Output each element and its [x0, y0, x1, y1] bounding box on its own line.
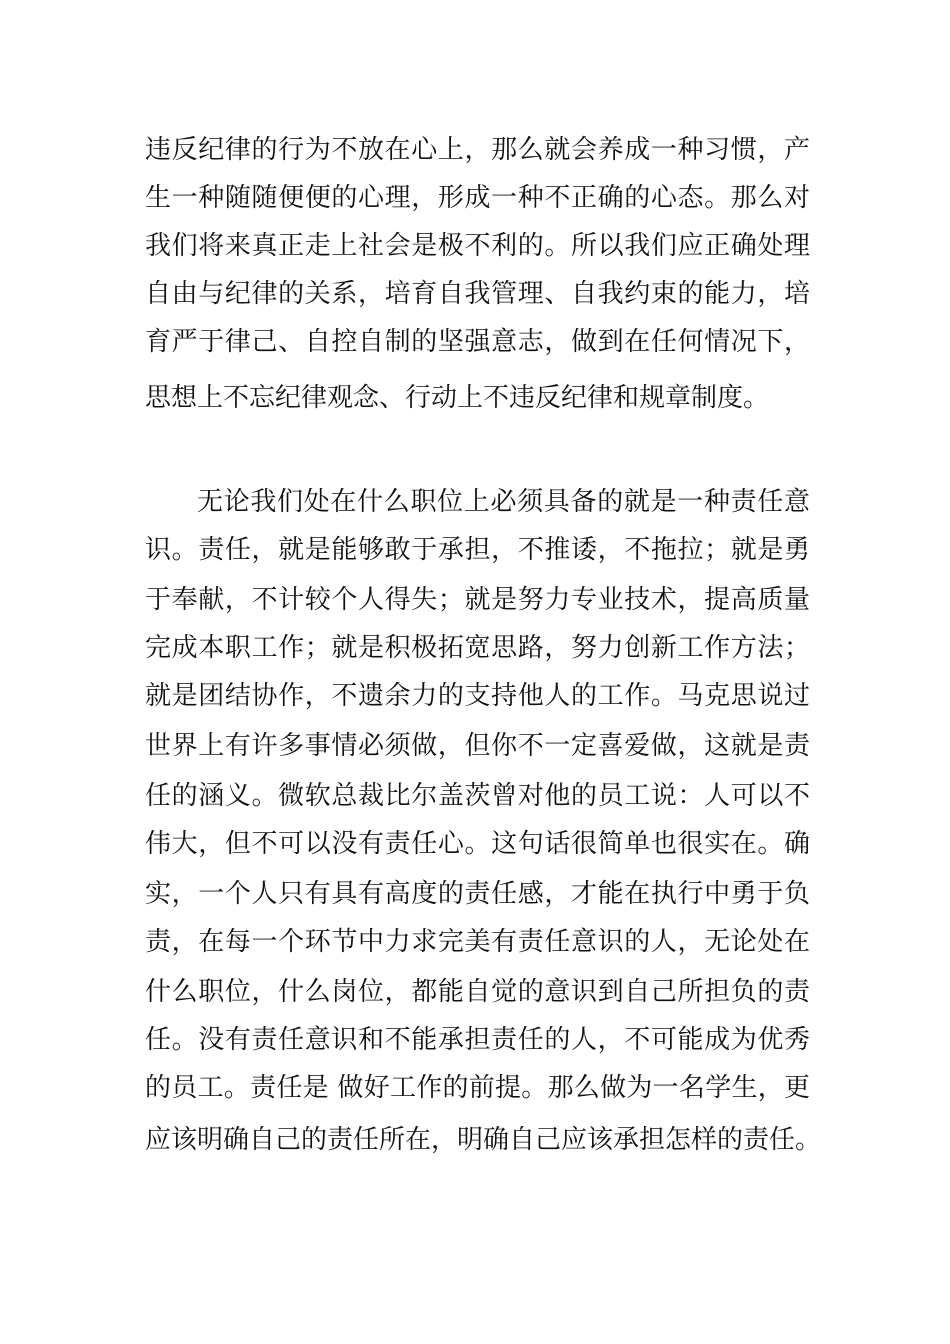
- text-line: 育严于律己、自控自制的坚强意志，做到在任何情况下，: [145, 327, 810, 357]
- text-line: 实，一个人只有具有高度的责任感，才能在执行中勇于负: [145, 879, 810, 909]
- text-line: 思想上不忘纪律观念、行动上不违反纪律和规章制度。: [145, 383, 770, 413]
- text-line: 自由与纪律的关系，培育自我管理、自我约束的能力，培: [145, 279, 810, 309]
- text-line: 就是团结协作，不遗余力的支持他人的工作。马克思说过: [145, 681, 810, 711]
- text-line: 无论我们处在什么职位上必须具备的就是一种责任意: [197, 487, 810, 517]
- text-line: 伟大，但不可以没有责任心。这句话很简单也很实在。确: [145, 829, 810, 859]
- text-line: 于奉献，不计较个人得失；就是努力专业技术，提高质量: [145, 585, 810, 615]
- text-line: 我们将来真正走上社会是极不利的。所以我们应正确处理: [145, 231, 810, 261]
- text-line: 识。责任，就是能够敢于承担，不推诿，不拖拉；就是勇: [145, 535, 810, 565]
- text-line: 任。没有责任意识和不能承担责任的人，不可能成为优秀: [145, 1025, 810, 1055]
- text-line: 应该明确自己的责任所在，明确自己应该承担怎样的责任。: [145, 1125, 822, 1155]
- text-line: 生一种随随便便的心理，形成一种不正确的心态。那么对: [145, 183, 810, 213]
- text-line: 违反纪律的行为不放在心上，那么就会养成一种习惯，产: [145, 135, 810, 165]
- text-line: 任的涵义。微软总裁比尔盖茨曾对他的员工说：人可以不: [145, 781, 810, 811]
- text-line: 的员工。责任是 做好工作的前提。那么做为一名学生，更: [145, 1073, 810, 1103]
- text-line: 什么职位，什么岗位，都能自觉的意识到自己所担负的责: [145, 977, 810, 1007]
- text-line: 世界上有许多事情必须做，但你不一定喜爱做，这就是责: [145, 731, 810, 761]
- text-line: 责，在每一个环节中力求完美有责任意识的人，无论处在: [145, 927, 810, 957]
- text-line: 完成本职工作；就是积极拓宽思路，努力创新工作方法；: [145, 633, 810, 663]
